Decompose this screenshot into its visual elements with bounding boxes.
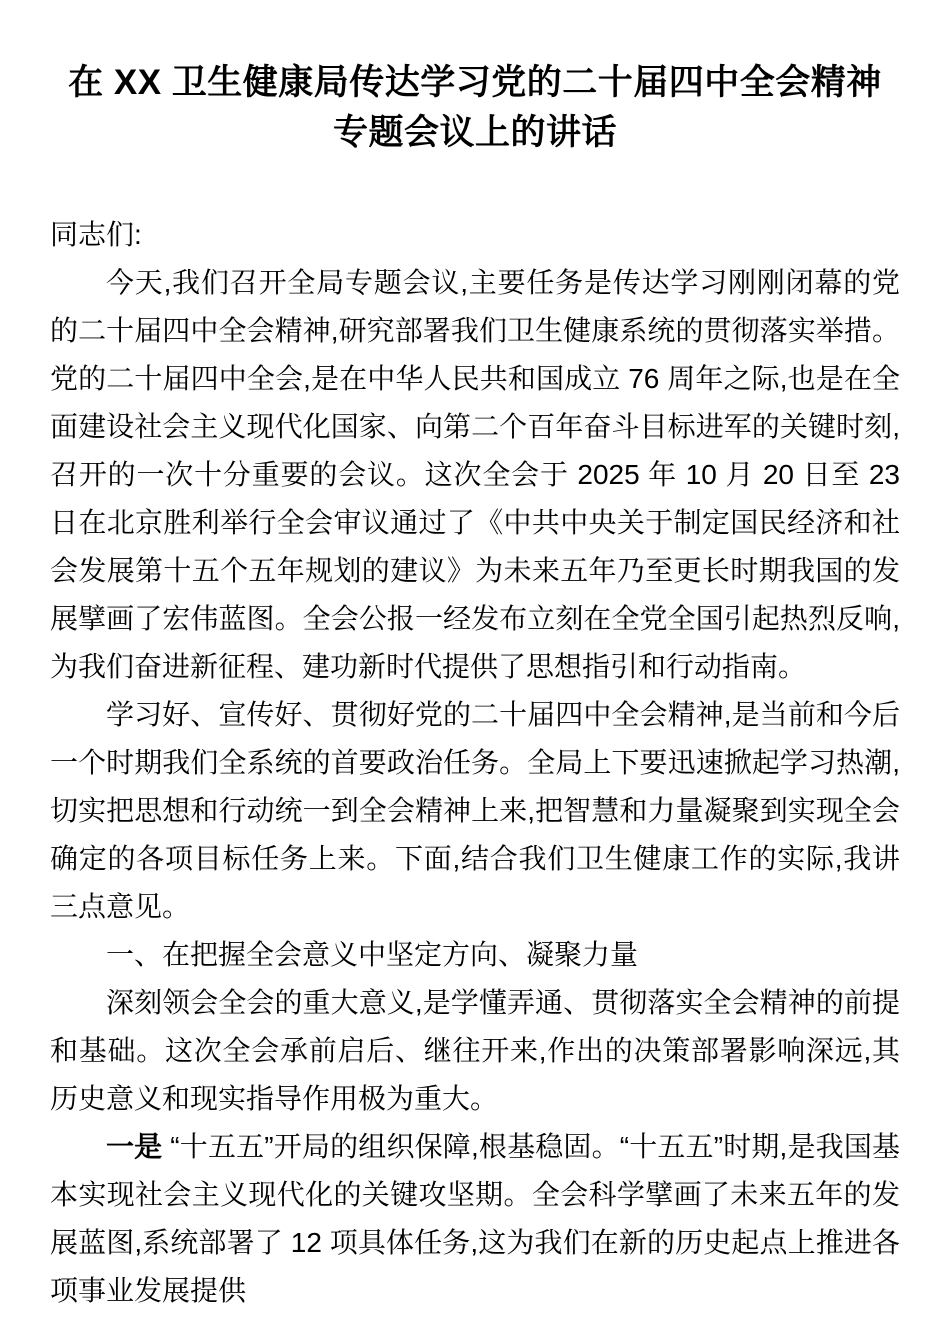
paragraph-1: 今天,我们召开全局专题会议,主要任务是传达学习刚刚闭幕的党的二十届四中全会精神,研究部署我们卫生健康系统的贯彻落实举措。党的二十届四中全会,是在中华人民共和国成立 76 周年之际,也是在全面建设社会主义现代化国家、向第二个百年奋斗目标进军的关键时刻,召开的一次十分重要的会议。这次全会于 2025 年 10 月 20 日至 23 日在北京胜利举行全会审议通过了《中共中央关于制定国民经济和社会发展第十五个五年规划的建议》为未来五年乃至更长时期我国的发展擘画了宏伟蓝图。全会公报一经发布立刻在全党全国引起热烈反响,为我们奋进新征程、建功新时代提供了思想指引和行动指南。 <box>50 267 900 682</box>
paragraph-2: 学习好、宣传好、贯彻好党的二十届四中全会精神,是当前和今后一个时期我们全系统的首要政治任务。全局上下要迅速掀起学习热潮,切实把思想和行动统一到全会精神上来,把智慧和力量凝聚到实现全会确定的各项目标任务上来。下面,结合我们卫生健康工作的实际,我讲三点意见。 <box>50 699 900 922</box>
section-heading-1: 一、在把握全会意义中坚定方向、凝聚力量 <box>106 939 639 970</box>
paragraph-4-text: “十五五”开局的组织保障,根基稳固。“十五五”时期,是我国基本实现社会主义现代化的关键攻坚期。全会科学擘画了未来五年的发展蓝图,系统部署了 12 项具体任务,这为我们在新的历史起点上推进各项事业发展提供 <box>50 1131 900 1306</box>
paragraph-4-lead: 一是 <box>106 1131 163 1162</box>
paragraph-3: 深刻领会全会的重大意义,是学懂弄通、贯彻落实全会精神的前提和基础。这次全会承前启后、继往开来,作出的决策部署影响深远,其历史意义和现实指导作用极为重大。 <box>50 987 900 1114</box>
page-title: 在 XX 卫生健康局传达学习党的二十届四中全会精神专题会议上的讲话 <box>68 63 882 152</box>
document-body <box>50 0 900 1315</box>
paragraph-4 <box>50 1123 900 1315</box>
salutation: 同志们: <box>50 219 142 250</box>
